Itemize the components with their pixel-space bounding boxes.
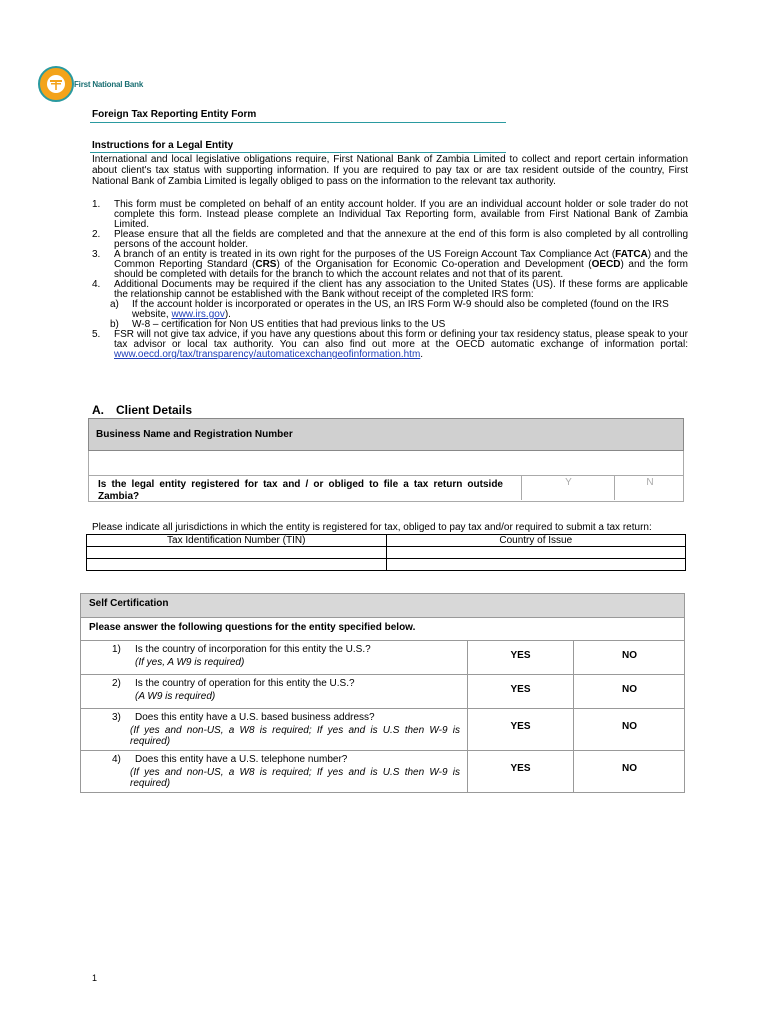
fatca-abbr: FATCA <box>615 249 648 260</box>
jurisdictions-intro: Please indicate all jurisdictions in which the entity is registered for tax, obliged to pay tax and/or required to submit a tax return: <box>92 522 652 533</box>
list-item <box>92 200 688 230</box>
list-number: 5. <box>92 329 101 340</box>
acacia-tree-icon <box>50 78 62 90</box>
no-option[interactable]: NO <box>573 709 685 750</box>
list-number: a) <box>110 299 119 310</box>
question-number: 4) <box>112 754 121 765</box>
business-name-label: Business Name and Registration Number <box>88 418 684 451</box>
section-title: Client Details <box>116 403 193 417</box>
page-number: 1 <box>92 973 98 983</box>
list-text: ). <box>224 309 231 320</box>
oecd-abbr: OECD <box>591 259 621 270</box>
list-item <box>92 230 688 250</box>
instructions-divider <box>90 152 506 153</box>
tin-column-header: Tax Identification Number (TIN) <box>87 535 387 547</box>
title-divider <box>90 122 506 123</box>
list-text: If the account holder is incorporated or operates in the US, an IRS Form W-9 should also be completed (found on the IRS website, <box>132 299 669 320</box>
yes-option[interactable]: YES <box>467 709 573 750</box>
yes-option[interactable]: YES <box>467 675 573 708</box>
sub-list-item <box>92 300 688 320</box>
list-text: ) and the form should be completed with details for the branch to which the account relates and not that of its parent. <box>114 259 688 280</box>
question-hint: (If yes, A W9 is required) <box>135 657 245 668</box>
list-text: . <box>420 349 424 360</box>
list-text: ) of the Organisation for Economic Co-operation and Development ( <box>276 259 592 270</box>
list-text: FSR will not give tax advice, if you have any questions about this form or defining your tax residency status, please speak to your tax advisor or local tax authority. You can also find out more at the OECD automatic exchange of information portal: <box>114 329 688 350</box>
list-number: 1. <box>92 199 101 210</box>
brand-name: First National Bank <box>74 80 144 89</box>
section-letter: A. <box>92 403 104 417</box>
no-option[interactable]: NO <box>573 641 685 674</box>
question-row <box>80 641 685 675</box>
list-number: b) <box>110 319 119 330</box>
form-title: Foreign Tax Reporting Entity Form <box>92 109 257 120</box>
yes-option[interactable]: Y <box>521 476 615 500</box>
list-text: This form must be completed on behalf of an entity account holder. If you are an individual account holder or sole trader do not complete this form. Instead please complete an Individual Tax Reporting form, available from First National Bank of Zambia Limited. <box>114 199 688 230</box>
question-hint: (If yes and non-US, a W8 is required; If yes and is U.S then W-9 is required) <box>130 725 460 747</box>
self-certification-subtitle: Please answer the following questions for the entity specified below. <box>80 618 685 641</box>
tin-table <box>86 534 686 571</box>
no-option[interactable]: NO <box>573 751 685 792</box>
question-text: Does this entity have a U.S. based business address? <box>135 712 375 723</box>
self-certification-table <box>80 593 685 793</box>
question-text: Does this entity have a U.S. telephone number? <box>135 754 348 765</box>
country-field[interactable] <box>386 559 686 571</box>
no-option[interactable]: NO <box>573 675 685 708</box>
question-number: 3) <box>112 712 121 723</box>
list-number: 2. <box>92 229 101 240</box>
question-number: 1) <box>112 644 121 655</box>
list-number: 3. <box>92 249 101 260</box>
question-text: Is the country of incorporation for this entity the U.S.? <box>135 644 371 655</box>
question-row <box>80 751 685 793</box>
list-item <box>92 250 688 280</box>
table-row <box>87 559 686 571</box>
client-details-table <box>88 418 684 502</box>
question-number: 2) <box>112 678 121 689</box>
section-heading <box>92 403 192 417</box>
business-name-field[interactable] <box>88 451 684 476</box>
no-option[interactable]: N <box>614 476 685 500</box>
yes-option[interactable]: YES <box>467 751 573 792</box>
bank-logo-icon <box>38 66 74 102</box>
country-field[interactable] <box>386 547 686 559</box>
question-row <box>80 709 685 751</box>
question-hint: (If yes and non-US, a W8 is required; If yes and is U.S then W-9 is required) <box>130 767 460 789</box>
list-text: ) and the Common Reporting Standard ( <box>114 249 688 270</box>
country-column-header: Country of Issue <box>386 535 686 547</box>
irs-link[interactable]: www.irs.gov <box>171 309 225 320</box>
list-item <box>92 280 688 300</box>
table-row <box>87 547 686 559</box>
list-number: 4. <box>92 279 101 290</box>
list-item <box>92 330 688 360</box>
crs-abbr: CRS <box>255 259 277 270</box>
tax-registration-row <box>88 476 684 502</box>
self-certification-title: Self Certification <box>80 593 685 618</box>
tin-field[interactable] <box>87 559 387 571</box>
instructions-paragraph: International and local legislative obligations require, First National Bank of Zambia Limited to collect and report certain information about client's tax status with supporting information. If you are required to pay tax or are tax resident outside of the country, First National Bank of Zambia Limited is legally obliged to pass on the information to the relevant tax authority. <box>92 154 688 187</box>
yes-option[interactable]: YES <box>467 641 573 674</box>
list-text: W-8 – certification for Non US entities that had previous links to the US <box>132 319 446 330</box>
instructions-title: Instructions for a Legal Entity <box>92 140 234 151</box>
question-row <box>80 675 685 709</box>
tin-field[interactable] <box>87 547 387 559</box>
tax-registration-question: Is the legal entity registered for tax and / or obliged to file a tax return outside Zambia? <box>98 479 503 502</box>
list-text: Additional Documents may be required if the client has any association to the United States (US). If these forms are applicable the relationship cannot be established with the Bank without receipt of the completed IRS form: <box>114 279 688 300</box>
question-text: Is the country of operation for this entity the U.S.? <box>135 678 355 689</box>
instructions-list <box>92 200 688 360</box>
list-text: Please ensure that all the fields are completed and that the annexure at the end of this form is also completed by all controlling persons of the account holder. <box>114 229 688 250</box>
oecd-link[interactable]: www.oecd.org/tax/transparency/automaticexchangeofinformation.htm <box>114 349 421 360</box>
question-hint: (A W9 is required) <box>135 691 216 702</box>
table-row <box>87 535 686 547</box>
list-text: A branch of an entity is treated in its own right for the purposes of the US Foreign Account Tax Compliance Act ( <box>114 249 616 260</box>
